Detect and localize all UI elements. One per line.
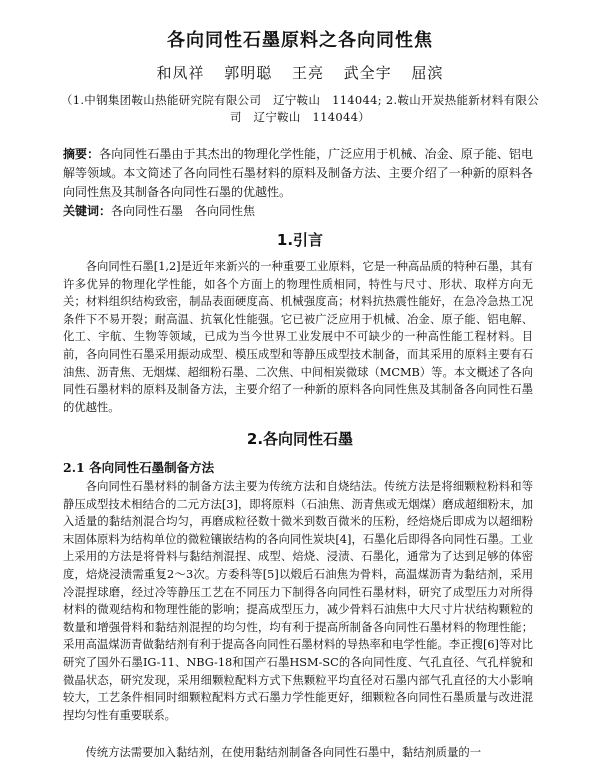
abstract — [63, 145, 533, 202]
affiliation: （1.中钢集团鞍山热能研究院有限公司 辽宁鞍山 114044; 2.鞍山开炭热能新材料有限公司 辽宁鞍山 114044） — [60, 93, 540, 124]
subsection-heading-preparation: 2.1 各向同性石墨制备方法 — [63, 460, 215, 475]
introduction-paragraph: 各向同性石墨[1,2]是近年来新兴的一种重要工业原料，它是一种高品质的特种石墨，其有许多优异的物理化学性能，如各个方面上的物理性质相同，特性与尺寸、形状、取样方向无关；材料组织结构致密，制品表面硬度高、机械强度高；材料抗热震性能好，在急冷急热工况条件下不易开裂；耐高温、抗氧化性能强。它已被广泛应用于机械、冶金、原子能、铝电解、化工、宇航、生物等领域，已成为当今世界工业发展中不可缺少的一种高性能工程材料。目前，各向同性石墨采用振动成型、模压成型和等静压成型技术制备，而其采用的原料主要有石油焦、沥青焦、无烟煤、超细粉石墨、二次焦、中间相炭微球（MCMB）等。本文概述了各向同性石墨材料的原料及制备方法，主要介绍了一种新的原料各向同性焦及其制备各向同性石墨的优越性。 — [63, 260, 533, 414]
abstract-text: 各向同性石墨由于其杰出的物理化学性能，广泛应用于机械、冶金、原子能、铝电解等领域。本文简述了各向同性石墨材料的原料及制备方法、主要介绍了一种新的原料各向同性焦及其制备各向同性石墨的优越性。 — [63, 147, 533, 199]
author-list: 和凤祥 郭明聪 王亮 武全宇 屈滨 — [156, 64, 444, 82]
section-heading-isotropic-graphite: 2.各向同性石墨 — [246, 430, 354, 448]
paper-title: 各向同性石墨原料之各向同性焦 — [167, 30, 433, 51]
section-heading-introduction: 1.引言 — [276, 231, 324, 249]
keywords-label: 关键词： — [63, 204, 112, 218]
keywords — [63, 202, 533, 221]
preparation-paragraph-1: 各向同性石墨材料的制备方法主要为传统方法和自烧结法。传统方法是将细颗粒粉料和等静压成型技术相结合的二元方法[3]，即将原料（石油焦、沥青焦或无烟煤）磨成超细粉末，加入适量的黏结剂混合均匀，再磨成粒径数十微米到数百微米的压粉，经焙烧后即成为以超细粉末固体原料为结构单位的微粒镶嵌结构的各向同性炭块[4]，石墨化后即得各向同性石墨。工业上采用的方法是将骨料与黏结剂混捏、成型、焙烧、浸渍、石墨化，通常为了达到足够的体密度，焙烧浸渍需重复2～3次。方委科等[5]以煅后石油焦为骨料，高温煤沥青为黏结剂，采用冷混捏球磨，经过冷等静压工艺在不同压力下制得各向同性石墨材料，研究了成型压力对所得材料的微观结构和物理性能的影响；提高成型压力，减少骨料石油焦中大尺寸片状结构颗粒的数量和增强骨料和黏结剂混捏的均匀性，均有利于提高所制备各向同性石墨材料的物理性能；采用高温煤沥青做黏结剂有利于提高各向同性石墨材料的导热率和电学性能。李正搜[6]等对比研究了国外石墨IG-11、NBG-18和国产石墨HSM-SC的各向同性度、气孔直径、气孔样貌和微晶状态，研究发现，采用细颗粒配料方式下焦颗粒平均直径对石墨内部气孔直径的大小影响较大，工艺条件相同时细颗粒配料方式石墨力学性能更好，细颗粒各向同性石墨质量与改进混捏均匀性有重要联系。 — [63, 480, 533, 722]
abstract-label: 摘要： — [63, 147, 100, 161]
preparation-paragraph-2: 传统方法需要加入黏结剂，在使用黏结剂制备各向同性石墨中，黏结剂质量的一 — [85, 746, 481, 759]
abstract-block — [63, 145, 533, 221]
keywords-text: 各向同性石墨 各向同性焦 — [111, 204, 256, 218]
